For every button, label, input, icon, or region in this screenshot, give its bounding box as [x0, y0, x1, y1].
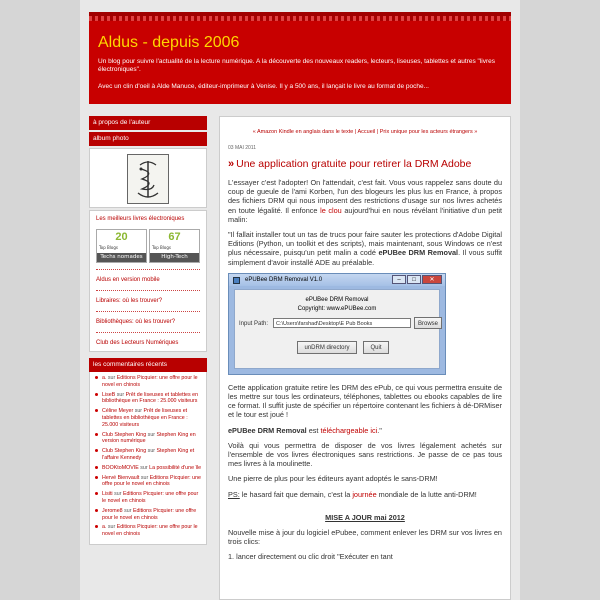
- sidebar-links: [89, 210, 207, 352]
- text: aujourd'hui en nous révélant l'initiative d'un petit malin:: [228, 205, 503, 224]
- bullet-icon: [95, 376, 98, 379]
- aldus-anchor-dolphin-logo: [127, 154, 169, 204]
- comment-item: [94, 465, 202, 472]
- badge-rank: 67: [168, 231, 181, 243]
- text: le hasard fait que demain, c'est la: [239, 489, 353, 499]
- update-heading: MISE A JOUR mai 2012: [325, 512, 405, 522]
- undrm-directory-button: unDRM directory: [297, 341, 357, 354]
- divider: [96, 311, 200, 312]
- epubee-window-screenshot: [228, 273, 446, 375]
- post-title-row: [228, 154, 510, 168]
- next-post-link[interactable]: Prix unique pour les acteurs étrangers »: [379, 129, 478, 135]
- comment-author[interactable]: a.: [102, 524, 107, 531]
- post-title[interactable]: Une application gratuite pour retirer la DRM Adobe: [236, 158, 472, 170]
- text: . Il vous suffit simplement d'avoir installé ADE au préalable.: [228, 248, 503, 267]
- sidebar: [89, 116, 207, 545]
- double-chevron-icon: »: [228, 158, 235, 170]
- badge-high-tech[interactable]: [149, 229, 200, 263]
- ranking-badges: [96, 229, 200, 263]
- text: .": [377, 425, 382, 435]
- bullet-icon: [95, 449, 98, 452]
- comment-item: [94, 375, 202, 389]
- comment-sur: sur: [107, 524, 116, 531]
- le-clou-link[interactable]: le clou: [320, 205, 342, 215]
- journee-link[interactable]: journée: [352, 489, 377, 499]
- bullet-icon: [95, 509, 98, 512]
- paragraph: Une pierre de plus pour les éditeurs ayant adoptés le sans-DRM!: [228, 474, 438, 484]
- site-title[interactable]: Aldus - depuis 2006: [98, 34, 240, 51]
- app-icon: [233, 277, 240, 284]
- paragraph: Voilà qui vous permettra de disposer de vos livres légalement achetés sur l'ensemble de vos livres électroniques sans restrictions. Je passe de ce pas tous mes livres à la moulinette.: [228, 440, 502, 469]
- comment-sur: sur: [107, 375, 116, 381]
- comment-author[interactable]: Club Stephen King: [102, 448, 147, 455]
- comment-post-link[interactable]: Editions Picquier: une offre pour le novel en chinois: [102, 507, 197, 521]
- maximize-icon: □: [407, 275, 421, 284]
- sidebar-link-mobile[interactable]: Aldus en version mobile: [96, 277, 160, 283]
- comment-item: [94, 408, 202, 428]
- paragraph: [228, 426, 502, 435]
- comment-author[interactable]: a.: [102, 375, 107, 381]
- input-path-field: C:\Users\farshad\Desktop\E Pub Books: [273, 318, 411, 328]
- comment-sur: sur: [140, 474, 149, 481]
- comment-post-link[interactable]: Editions Picquier: une offre pour le novel en chinois: [102, 524, 198, 538]
- badge-label: Techs nomades: [97, 253, 146, 262]
- text: L'essayer c'est l'adopter! On l'attendait, c'est fait. Vous vous rappelez sans doute du coup de gueule de l'ami Korben, l'un des blogeurs les plus lus en France, à propos des fichiers DRM qui nous imposent des restrictions d'usage sur nos livres achetés en toute légalité. Il enfonce: [228, 178, 502, 215]
- comment-item: [94, 432, 202, 446]
- logo-box: [89, 148, 207, 208]
- recent-comments-heading: les commentaires récents: [89, 358, 207, 372]
- comment-post-link[interactable]: La possibilité d'une île: [149, 464, 202, 471]
- comment-post-link[interactable]: Editions Picquier: une offre pour le novel en chinois: [102, 474, 201, 488]
- post-content: [219, 116, 511, 600]
- previous-post-link[interactable]: « Amazon Kindle en anglais dans le texte: [252, 129, 354, 135]
- ps-label: PS:: [228, 489, 240, 499]
- comment-item: [94, 524, 202, 538]
- browse-button: Browse: [414, 317, 442, 329]
- comment-sur: sur: [147, 431, 156, 438]
- badge-techs-nomades[interactable]: [96, 229, 147, 263]
- comment-author[interactable]: Club Stephen King: [102, 431, 147, 438]
- bullet-icon: [95, 466, 98, 469]
- window-title: ePUBee DRM Removal V1.0: [245, 276, 323, 283]
- bold-text: ePUBee DRM Removal: [378, 248, 459, 258]
- comment-item: [94, 448, 202, 462]
- divider: [96, 290, 200, 291]
- paragraph: [228, 178, 502, 224]
- paragraph: [228, 490, 502, 499]
- comment-post-link[interactable]: Stephen King et l'affaire Kennedy: [102, 448, 195, 461]
- text: "Il fallait installer tout un tas de trucs pour faire sauter les protections d'Adobe Digital Editions (Python, un toolkit et des scripts), mais maintenant, sous Windows ce n'est plus nécessaire, puisqu'un petit malin a codé: [228, 230, 502, 258]
- site-tagline: Un blog pour suivre l'actualité de la lecture numérique. A la découverte des nouveaux readers, lecteurs, liseuses, tablettes et autres "livres électroniques".: [98, 58, 496, 73]
- bold-text: ePUBee DRM Removal: [228, 425, 307, 435]
- window-controls: [392, 275, 442, 284]
- window-titlebar: [229, 274, 445, 286]
- comment-sur: sur: [147, 448, 156, 455]
- post-date: 03 MAI 2011: [228, 145, 256, 151]
- badge-source: Top Blogs: [152, 245, 171, 250]
- photo-album-link[interactable]: album photo: [89, 132, 207, 146]
- comment-sur: sur: [116, 391, 125, 398]
- comment-post-link[interactable]: Prêt de liseuses et tablettes en bibliothèque en France : 25.000 visiteurs: [102, 408, 188, 428]
- comment-post-link[interactable]: Prêt de liseuses et tablettes en bibliothèque en France : 25.000 visiteurs: [102, 391, 199, 405]
- site-tagline-2: Avec un clin d'oeil à Alde Manuce, éditeur-imprimeur à Venise. Il y a 500 ans, il lançait le livre au format de poche...: [98, 83, 429, 90]
- divider: [96, 269, 200, 270]
- about-author-link[interactable]: à propos de l'auteur: [89, 116, 207, 130]
- comment-author[interactable]: Lisiti: [102, 491, 113, 498]
- comment-sur: sur: [124, 507, 132, 514]
- badge-rank: 20: [115, 231, 128, 243]
- minimize-icon: –: [392, 275, 406, 284]
- site-header: [89, 12, 511, 104]
- nav-separator: |: [375, 129, 380, 135]
- comment-item: [94, 491, 202, 505]
- comment-author[interactable]: Jerome8: [102, 507, 123, 514]
- bullet-icon: [95, 476, 98, 479]
- quote-paragraph: [228, 230, 502, 267]
- bullet-icon: [95, 433, 98, 436]
- comment-author[interactable]: LiseB: [102, 391, 116, 398]
- window-app-name: ePUBee DRM Removal: [305, 296, 369, 303]
- paragraph: Nouvelle mise à jour du logiciel ePubee, comment enlever les DRM sur vos livres en trois clics:: [228, 528, 502, 547]
- badge-source: Top Blogs: [99, 245, 118, 250]
- comment-sur: sur: [134, 408, 143, 415]
- comment-sur: sur: [140, 464, 148, 471]
- post-navigation: [220, 129, 510, 135]
- comment-post-link[interactable]: Editions Picquier: une offre pour le novel en chinois: [102, 375, 198, 388]
- input-path-label: Input Path:: [239, 320, 269, 327]
- comment-author[interactable]: Hervé Bienvault: [102, 474, 140, 481]
- comment-item: [94, 508, 202, 522]
- badge-label: High-Tech: [150, 253, 199, 262]
- paragraph: Cette application gratuite retire les DRM des ePub, ce qui vous permettra ensuite de les mettre sur tous les ordinateurs, téléphones, tablettes ou ebooks capables de lire ce format. Il suffit juste de spécifier un répertoire contenant les fichiers à dé-DRMiser et le tour est joué !: [228, 382, 502, 420]
- sidebar-link-bibliotheques[interactable]: Bibliothèques: où les trouver?: [96, 319, 176, 325]
- sidebar-link-libraires[interactable]: Libraires: où les trouver?: [96, 298, 163, 304]
- download-link[interactable]: téléchargeable ici: [320, 425, 378, 435]
- bullet-icon: [95, 492, 98, 495]
- sidebar-link-best-ebooks[interactable]: Les meilleurs livres électroniques: [96, 216, 185, 222]
- bullet-icon: [95, 409, 98, 412]
- comment-post-link[interactable]: Stephen King en version numérique: [102, 431, 196, 445]
- bullet-icon: [95, 525, 98, 528]
- comment-post-link[interactable]: Editions Picquier: une offre pour le novel en chinois: [102, 491, 199, 504]
- comment-author[interactable]: BOOKtoMOVIE: [102, 464, 139, 471]
- text: est: [306, 425, 321, 435]
- comment-author[interactable]: Céline Meyer: [102, 408, 134, 415]
- comment-item: [94, 475, 202, 489]
- close-icon: ✕: [422, 275, 442, 284]
- home-link[interactable]: Accueil: [357, 129, 376, 135]
- comment-sur: sur: [114, 491, 122, 498]
- window-copyright: Copyright: www.ePUBee.com: [297, 305, 377, 312]
- text: mondiale de la lutte anti-DRM!: [376, 489, 477, 499]
- recent-comments-list: [89, 372, 207, 545]
- paragraph: 1. lancer directement ou clic droit "Exécuter en tant: [228, 552, 393, 562]
- sidebar-link-club[interactable]: Club des Lecteurs Numériques: [96, 340, 179, 346]
- bullet-icon: [95, 393, 98, 396]
- nav-separator: |: [353, 129, 358, 135]
- comment-item: [94, 392, 202, 406]
- header-pattern: [89, 16, 511, 21]
- divider: [96, 332, 200, 333]
- window-body: [234, 289, 440, 369]
- quit-button: Quit: [363, 341, 389, 354]
- post-body: [228, 178, 502, 562]
